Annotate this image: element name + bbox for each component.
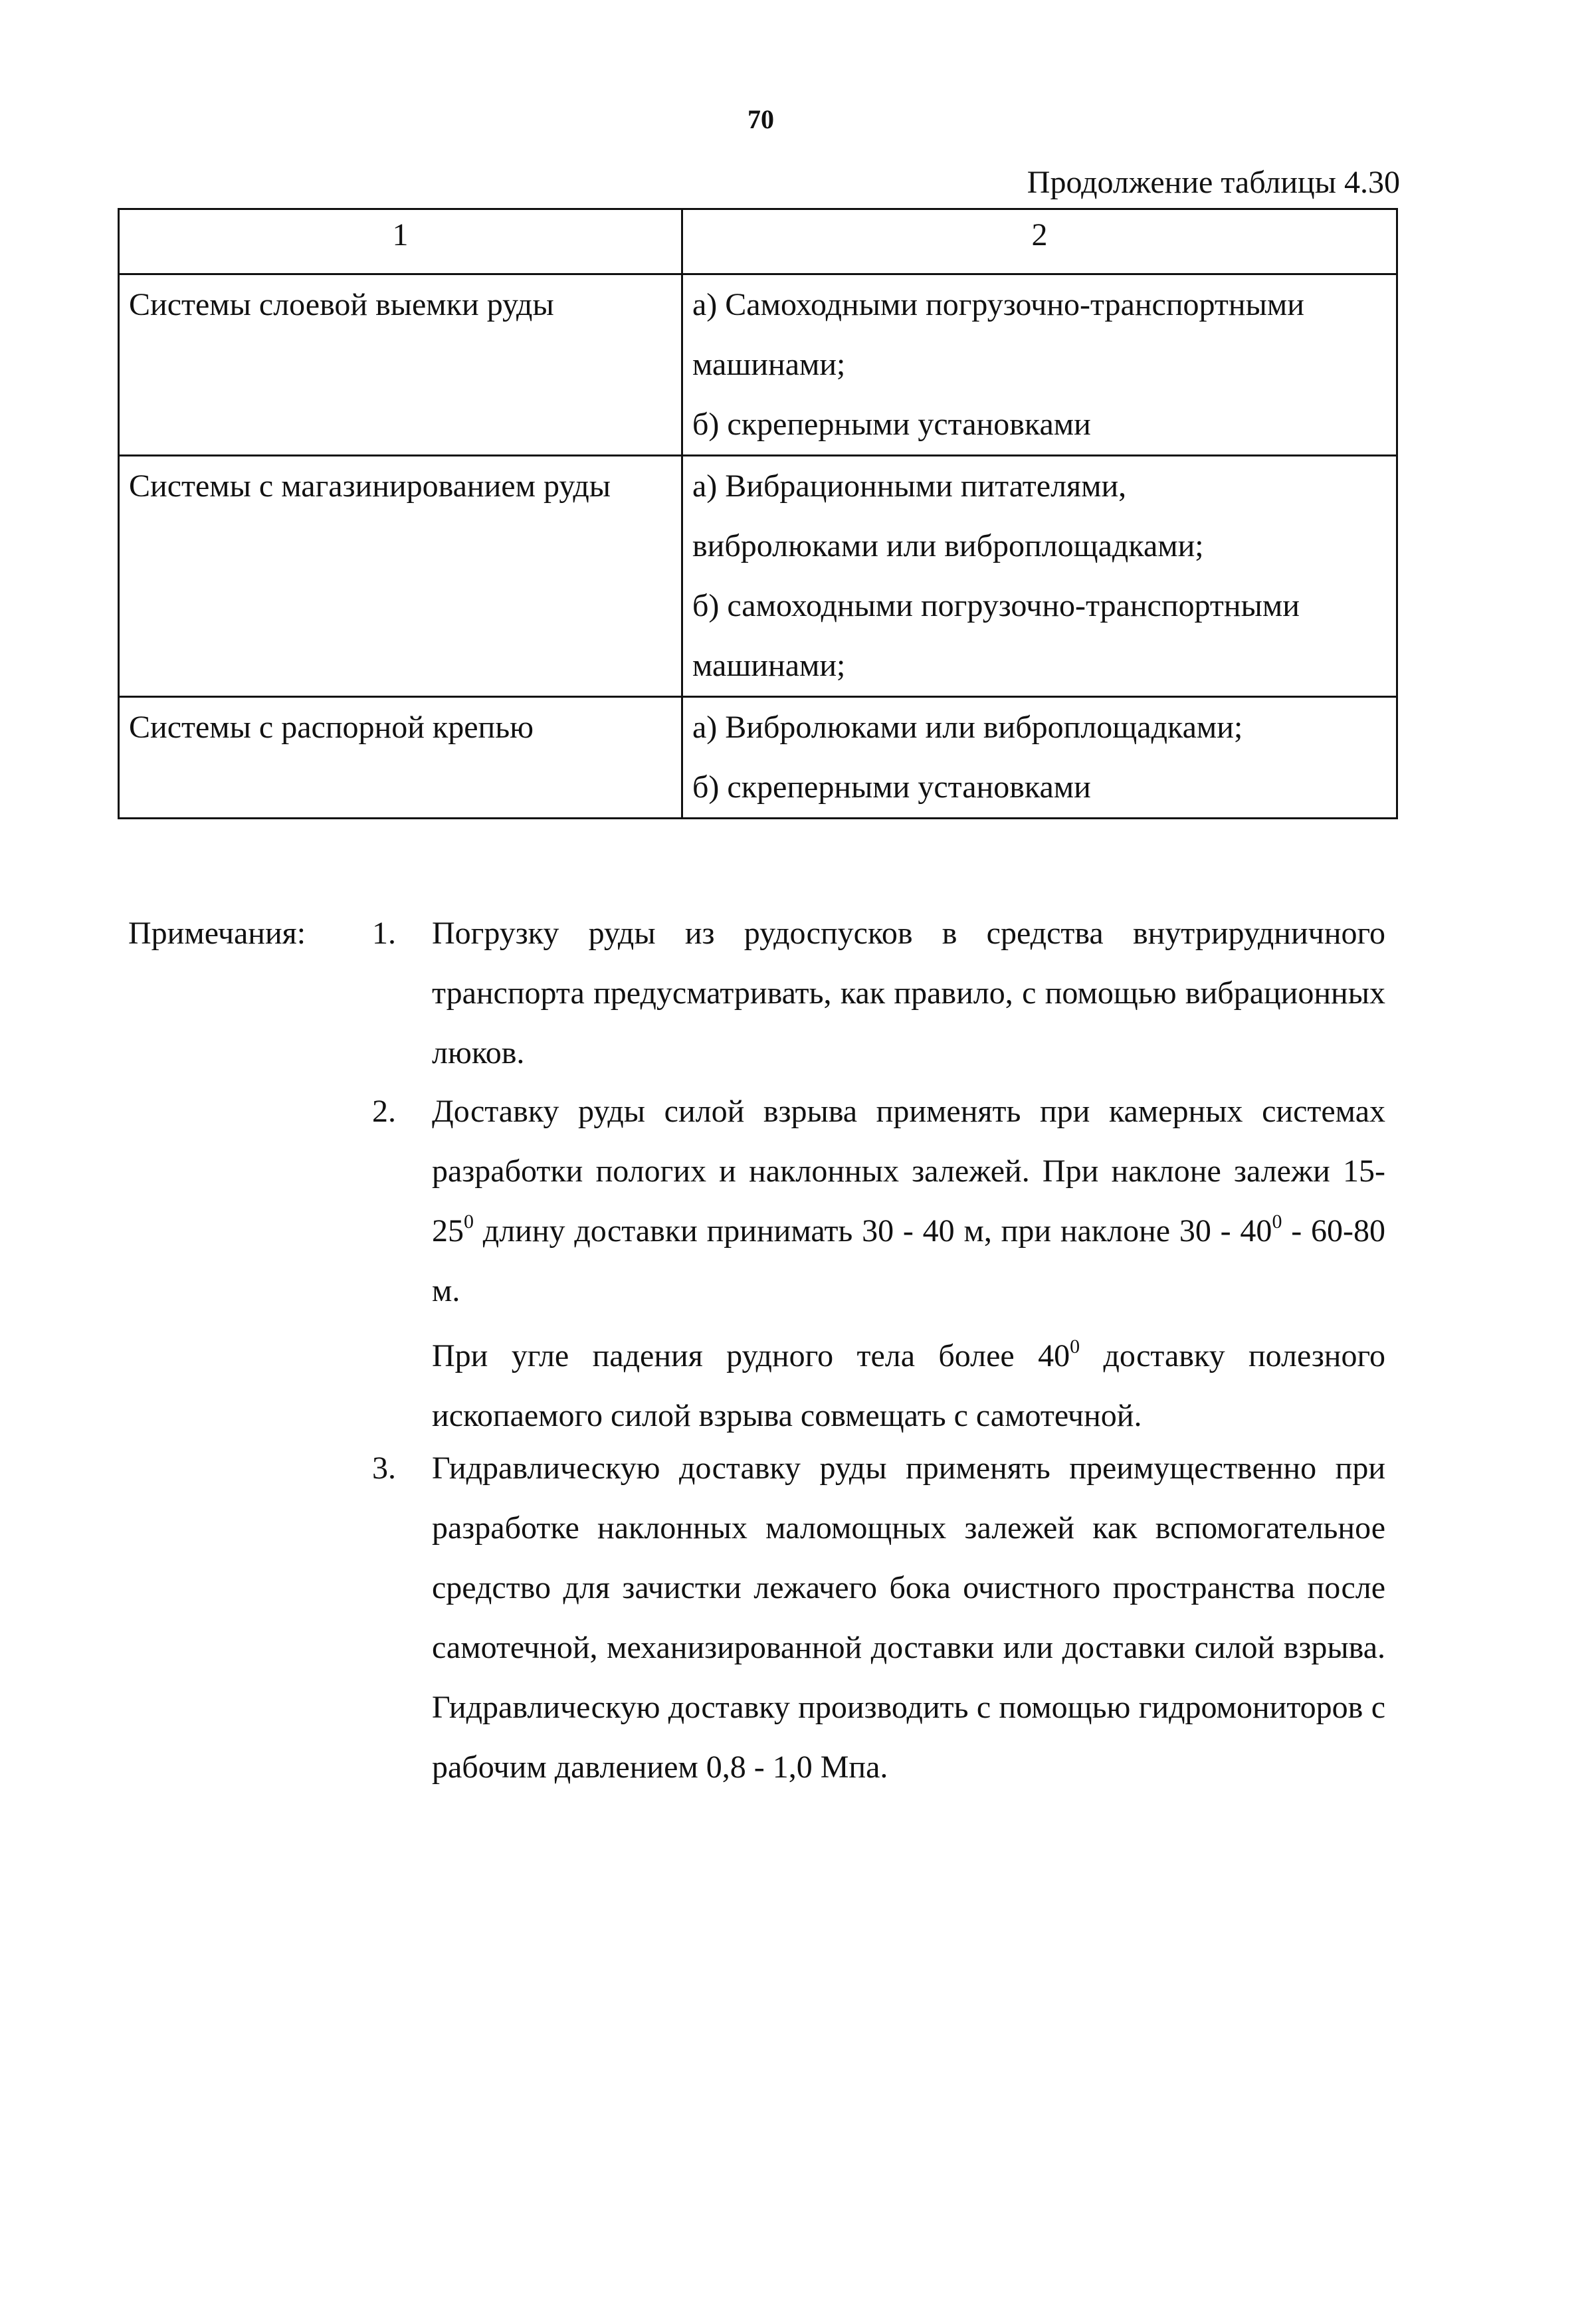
note-paragraph: Гидравлическую доставку руды применять преимущественно при разработке наклонных маломощных залежей как вспомогательное средство для зачистки лежачего бока очистного пространства после самотечной, механизированной доставки или доставки силой взрыва. Гидравлическую доставку производить с помощью гидромониторов с рабочим давлением 0,8 - 1,0 Мпа. bbox=[432, 1451, 1385, 1785]
notes-label: Примечания: bbox=[128, 916, 306, 951]
table-cell-system: Системы с распорной крепью bbox=[119, 697, 682, 819]
column-header-2: 2 bbox=[682, 209, 1397, 274]
note-number: 3. bbox=[372, 1451, 396, 1486]
note-paragraph: Доставку руды силой взрыва применять при камерных системах разработки пологих и наклонных залежей. При наклоне залежи $15-25^0$ длину доставки принимать 30 - 40 м, при наклоне $30 - 40^0 - 60-80$ м. bbox=[432, 1094, 1385, 1308]
note-paragraph: Погрузку руды из рудоспусков в средства внутрирудничного транспорта предусматривать, как правило, с помощью вибрационных люков. bbox=[432, 916, 1385, 1070]
note-body bbox=[432, 904, 1385, 1083]
page-number: 70 bbox=[748, 104, 774, 134]
table-caption: Продолжение таблицы 4.30 bbox=[1027, 165, 1400, 200]
note-body bbox=[432, 1082, 1385, 1446]
note-paragraph: При угле падения рудного тела более $40^0$ доставку полезного ископаемого силой взрыва совмещать с самотечной. bbox=[432, 1336, 1385, 1433]
table-cell-system: Системы с магазинированием руды bbox=[119, 456, 682, 697]
table-cell-methods: а) Вибрационными питателями, вибролюками или виброплощадками; б) самоходными погрузочно-транспортными машинами; bbox=[682, 456, 1397, 697]
column-header-1: 1 bbox=[119, 209, 682, 274]
table-row bbox=[119, 697, 1397, 819]
table-cell-system: Системы слоевой выемки руды bbox=[119, 274, 682, 456]
note-body bbox=[432, 1439, 1385, 1797]
table-row bbox=[119, 274, 1397, 456]
table-cell-methods: а) Самоходными погрузочно-транспортными машинами; б) скреперными установками bbox=[682, 274, 1397, 456]
table-row bbox=[119, 456, 1397, 697]
note-number: 2. bbox=[372, 1094, 396, 1129]
table-header-row bbox=[119, 209, 1397, 274]
continuation-table bbox=[118, 208, 1398, 819]
table-cell-methods: а) Вибролюками или виброплощадками; б) скреперными установками bbox=[682, 697, 1397, 819]
note-number: 1. bbox=[372, 916, 396, 951]
